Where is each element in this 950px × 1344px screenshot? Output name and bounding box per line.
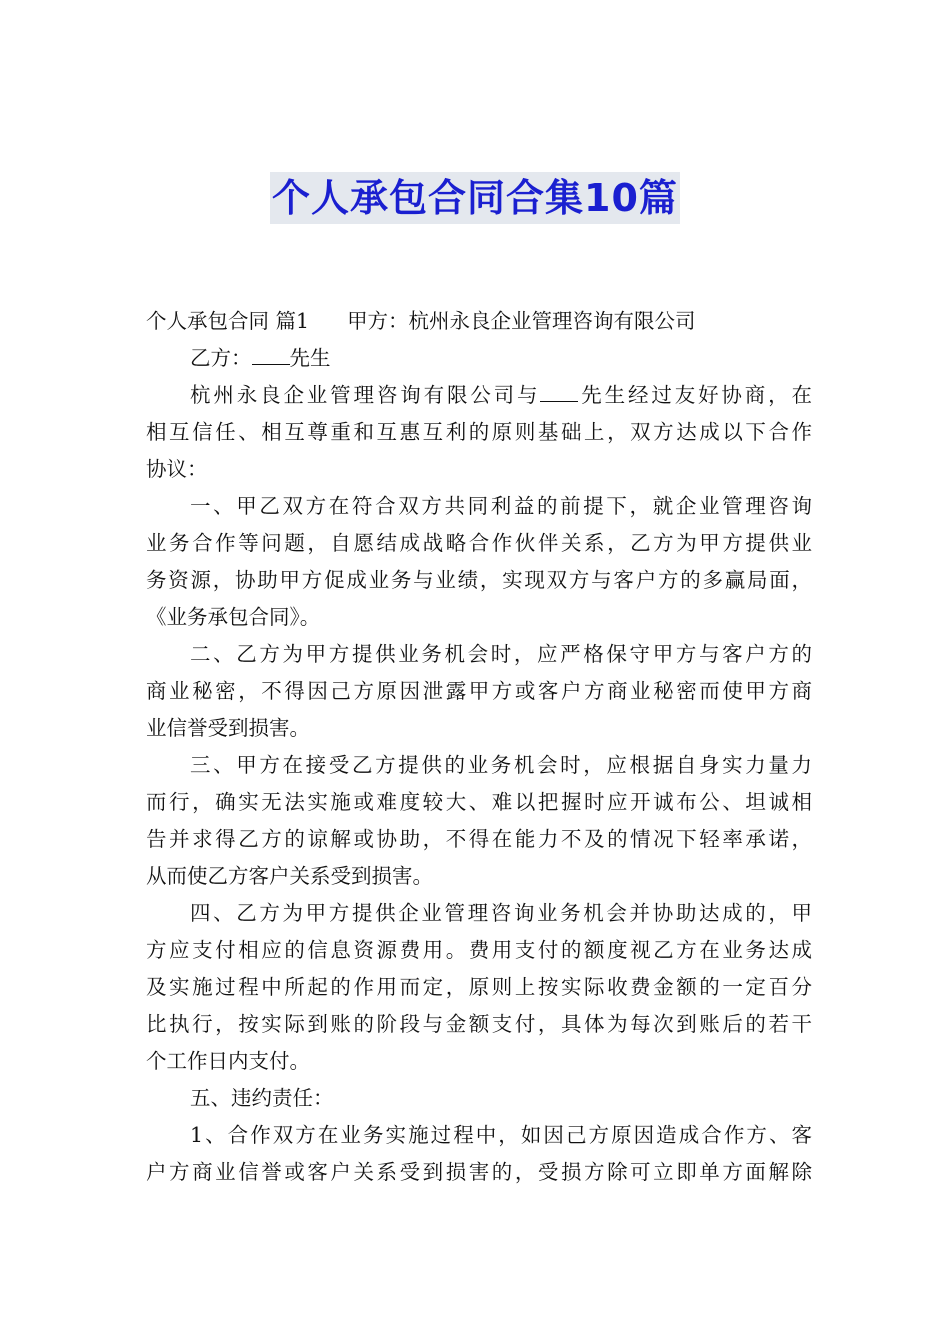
paragraph-line: 务资源，协助甲方促成业务与业绩，实现双方与客户方的多赢局面， — [146, 568, 812, 592]
paragraph-line — [146, 377, 812, 414]
paragraph-line: 四、乙方为甲方提供企业管理咨询业务机会并协助达成的，甲 — [190, 901, 812, 925]
paragraph-line: 协议： — [146, 457, 208, 481]
section-heading: 个人承包合同 篇1 — [146, 309, 310, 333]
paragraph-line: 相互信任、相互尊重和互惠互利的原则基础上，双方达成以下合作 — [146, 420, 812, 444]
paragraph-line: 三、甲方在接受乙方提供的业务机会时，应根据自身实力量力 — [190, 753, 812, 777]
paragraph-line: 二、乙方为甲方提供业务机会时，应严格保守甲方与客户方的 — [190, 642, 812, 666]
party-b-line — [146, 340, 812, 377]
intro-text-a: 杭州永良企业管理咨询有限公司与 — [190, 383, 541, 407]
paragraph-line: 业务合作等问题，自愿结成战略合作伙伴关系，乙方为甲方提供业 — [146, 531, 812, 555]
paragraph-line: 方应支付相应的信息资源费用。费用支付的额度视乙方在业务达成 — [146, 938, 812, 962]
intro-text-b: 先生经过友好协商，在 — [578, 383, 813, 407]
party-b-title: 先生 — [289, 346, 331, 370]
title-container — [0, 172, 950, 224]
document-body — [146, 303, 812, 1191]
paragraph-line: 一、甲乙双方在符合双方共同利益的前提下，就企业管理咨询 — [190, 494, 812, 518]
paragraph-line: 商业秘密，不得因己方原因泄露甲方或客户方商业秘密而使甲方商 — [146, 679, 812, 703]
document-title: 个人承包合同合集10篇 — [270, 172, 680, 224]
paragraph-line: 而行，确实无法实施或难度较大、难以把握时应开诚布公、坦诚相 — [146, 790, 812, 814]
paragraph-line: 比执行，按实际到账的阶段与金额支付，具体为每次到账后的若干 — [146, 1012, 812, 1036]
party-a-line: 甲方：杭州永良企业管理咨询有限公司 — [347, 309, 696, 333]
party-b-label: 乙方： — [190, 346, 252, 370]
paragraph-line: 告并求得乙方的谅解或协助，不得在能力不及的情况下轻率承诺， — [146, 827, 812, 851]
section-heading: 五、违约责任： — [190, 1086, 334, 1110]
paragraph-line: 从而使乙方客户关系受到损害。 — [146, 864, 433, 888]
paragraph-line: 1、合作双方在业务实施过程中，如因己方原因造成合作方、客 — [190, 1123, 812, 1147]
paragraph-line: 户方商业信誉或客户关系受到损害的，受损方除可立即单方面解除 — [146, 1160, 812, 1184]
paragraph-line: 《业务承包合同》。 — [146, 605, 321, 629]
blank-underline — [540, 379, 578, 402]
blank-underline — [252, 342, 290, 365]
heading-line — [146, 303, 812, 340]
paragraph-line: 业信誉受到损害。 — [146, 716, 310, 740]
paragraph-line: 个工作日内支付。 — [146, 1049, 310, 1073]
paragraph-line: 及实施过程中所起的作用而定，原则上按实际收费金额的一定百分 — [146, 975, 812, 999]
